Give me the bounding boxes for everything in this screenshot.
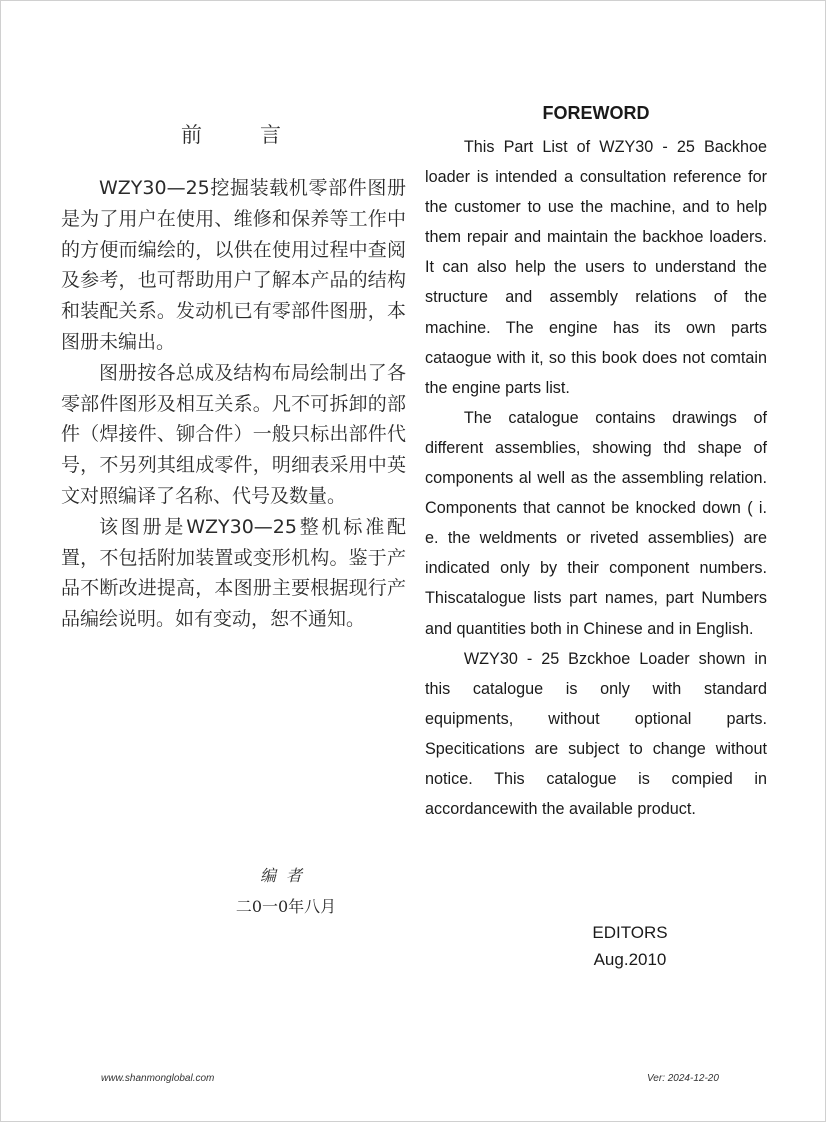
english-body: [425, 132, 767, 824]
english-signature: [555, 919, 705, 973]
chinese-column: [1, 1, 421, 1123]
footer-version: Ver: 2024-12-20: [647, 1073, 719, 1084]
english-paragraph-3: WZY30 - 25 Bzckhoe Loader shown in this catalogue is only with standard equipments, without optional parts. Specitications are subject to change without notice. This catalogue is compied in accordancewith the available product.: [425, 649, 767, 819]
chinese-title-char-2: 言: [260, 123, 281, 147]
chinese-title: [181, 119, 281, 149]
chinese-signature: [221, 863, 351, 917]
chinese-body: [61, 173, 406, 635]
chinese-title-char-1: 前: [181, 123, 202, 147]
english-title: FOREWORD: [542, 103, 650, 123]
chinese-editor: 编者: [259, 866, 312, 885]
chinese-paragraph-2: 图册按各总成及结构布局绘制出了各零部件图形及相互关系。凡不可拆卸的部件（焊接件、铆合件）一般只标出部件代号，不另列其组成零件，明细表采用中英文对照编译了名称、代号及数量。: [61, 361, 406, 507]
english-paragraph-1: This Part List of WZY30 - 25 Backhoe loader is intended a consultation reference for the customer to use the machine, and to help them repair and maintain the backhoe loaders. It can also help the users to understand the structure and assembly relations of the machine. The engine has its own parts cataogue with it, so this book does not comtain the engine parts list.: [425, 138, 767, 397]
english-paragraph-2: The catalogue contains drawings of different assemblies, showing thd shape of components al well as the assembling relation. Components that cannot be knocked down ( i. e. the weldments or riveted assemblies) are indicated only by their component numbers. Thiscatalogue lists part names, part Numbers and quantities both in Chinese and in English.: [425, 408, 767, 638]
english-date: Aug.2010: [593, 950, 667, 969]
chinese-paragraph-1: WZY30—25挖掘装载机零部件图册是为了用户在使用、维修和保养等工作中的方便而编绘的，以供在使用过程中查阅及参考，也可帮助用户了解本产品的结构和装配关系。发动机已有零部件图册，本图册未编出。: [61, 177, 406, 353]
chinese-paragraph-3: 该图册是WZY30—25整机标准配置，不包括附加装置或变形机构。鉴于产品不断改进提高，本图册主要根据现行产品编绘说明。如有变动，恕不通知。: [61, 515, 406, 631]
chinese-date: 二0一0年八月: [235, 897, 337, 916]
footer-website[interactable]: www.shanmonglobal.com: [101, 1073, 215, 1084]
english-editors: EDITORS: [592, 923, 668, 942]
english-column: [425, 1, 767, 1123]
